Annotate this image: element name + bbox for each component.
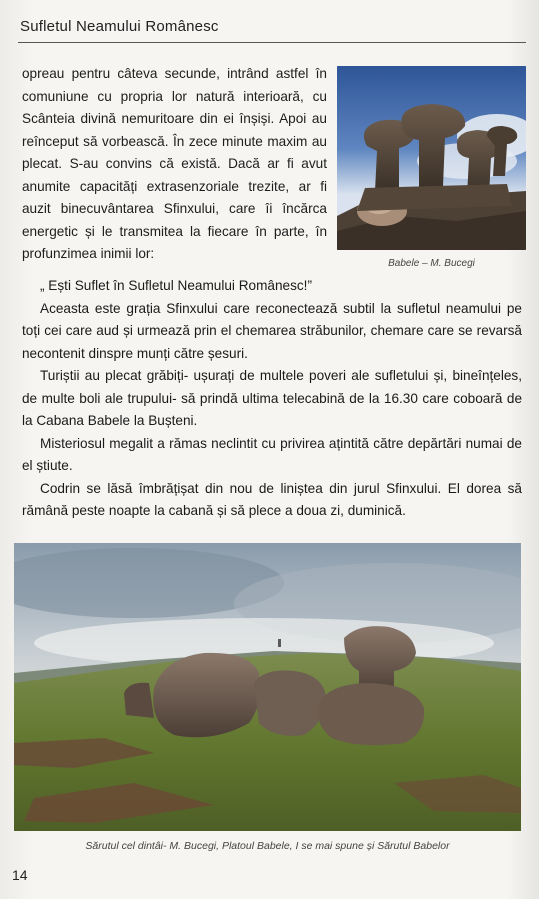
paragraph-2: Turiștii au plecat grăbiți- ușurați de multele poveri ale sufletului și, bineînțeles, de multe boli ale trupului- să prindă ultima telecabină de la 16.30 care coboară de la Cabana Babele la Bușteni. [22,368,522,428]
sarutul-landscape-illustration [14,543,521,831]
intro-paragraph: opreau pentru câteva secunde, intrând astfel în comuniune cu propria lor natură interioară, cu Scânteia divină nemuritoare din ei înșiși. Apoi au reînceput să vorbească. În zece minute maxim au plecat. S-au convins că există. Dacă ar fi avut anumite capacități extrasenzoriale trezite, ar fi auzit binecuvântarea Sfinxului, care îi încărca energetic și le transmitea la fiecare în parte, în profunzimea inimii lor: [22,66,327,261]
quote-line: „ Ești Suflet în Sufletul Neamului Românesc!” [40,278,312,293]
paragraph-3: Misteriosul megalit a rămas neclintit cu privirea ațintită către depărtări numai de el știute. [22,435,522,473]
paragraph-4: Codrin se lăsă îmbrățișat din nou de liniștea din jurul Sfinxului. El dorea să rămână peste noapte la cabană și să plece a doua zi, duminică. [22,480,522,518]
running-header: Sufletul Neamului Românesc [20,18,219,35]
page-number: 14 [12,867,28,883]
bottom-photo-caption: Sărutul cel dintâi- M. Bucegi, Platoul Babele, I se mai spune și Sărutul Babelor [85,840,450,852]
main-text [22,275,522,523]
intro-text-column [22,63,327,266]
sarutul-rock-photo [14,543,521,831]
babele-rocks-illustration [337,66,526,250]
paragraph-1: Aceasta este grația Sfinxului care reconectează subtil la sufletul neamului pe toți cei care aud și urmează prin el chemarea străbunilor, chemare care se revarsă necontenit dinspre munți către șesuri. [22,300,522,361]
babele-rock-photo [337,66,526,250]
header-divider [18,42,526,43]
top-photo-caption: Babele – M. Bucegi [388,258,475,269]
